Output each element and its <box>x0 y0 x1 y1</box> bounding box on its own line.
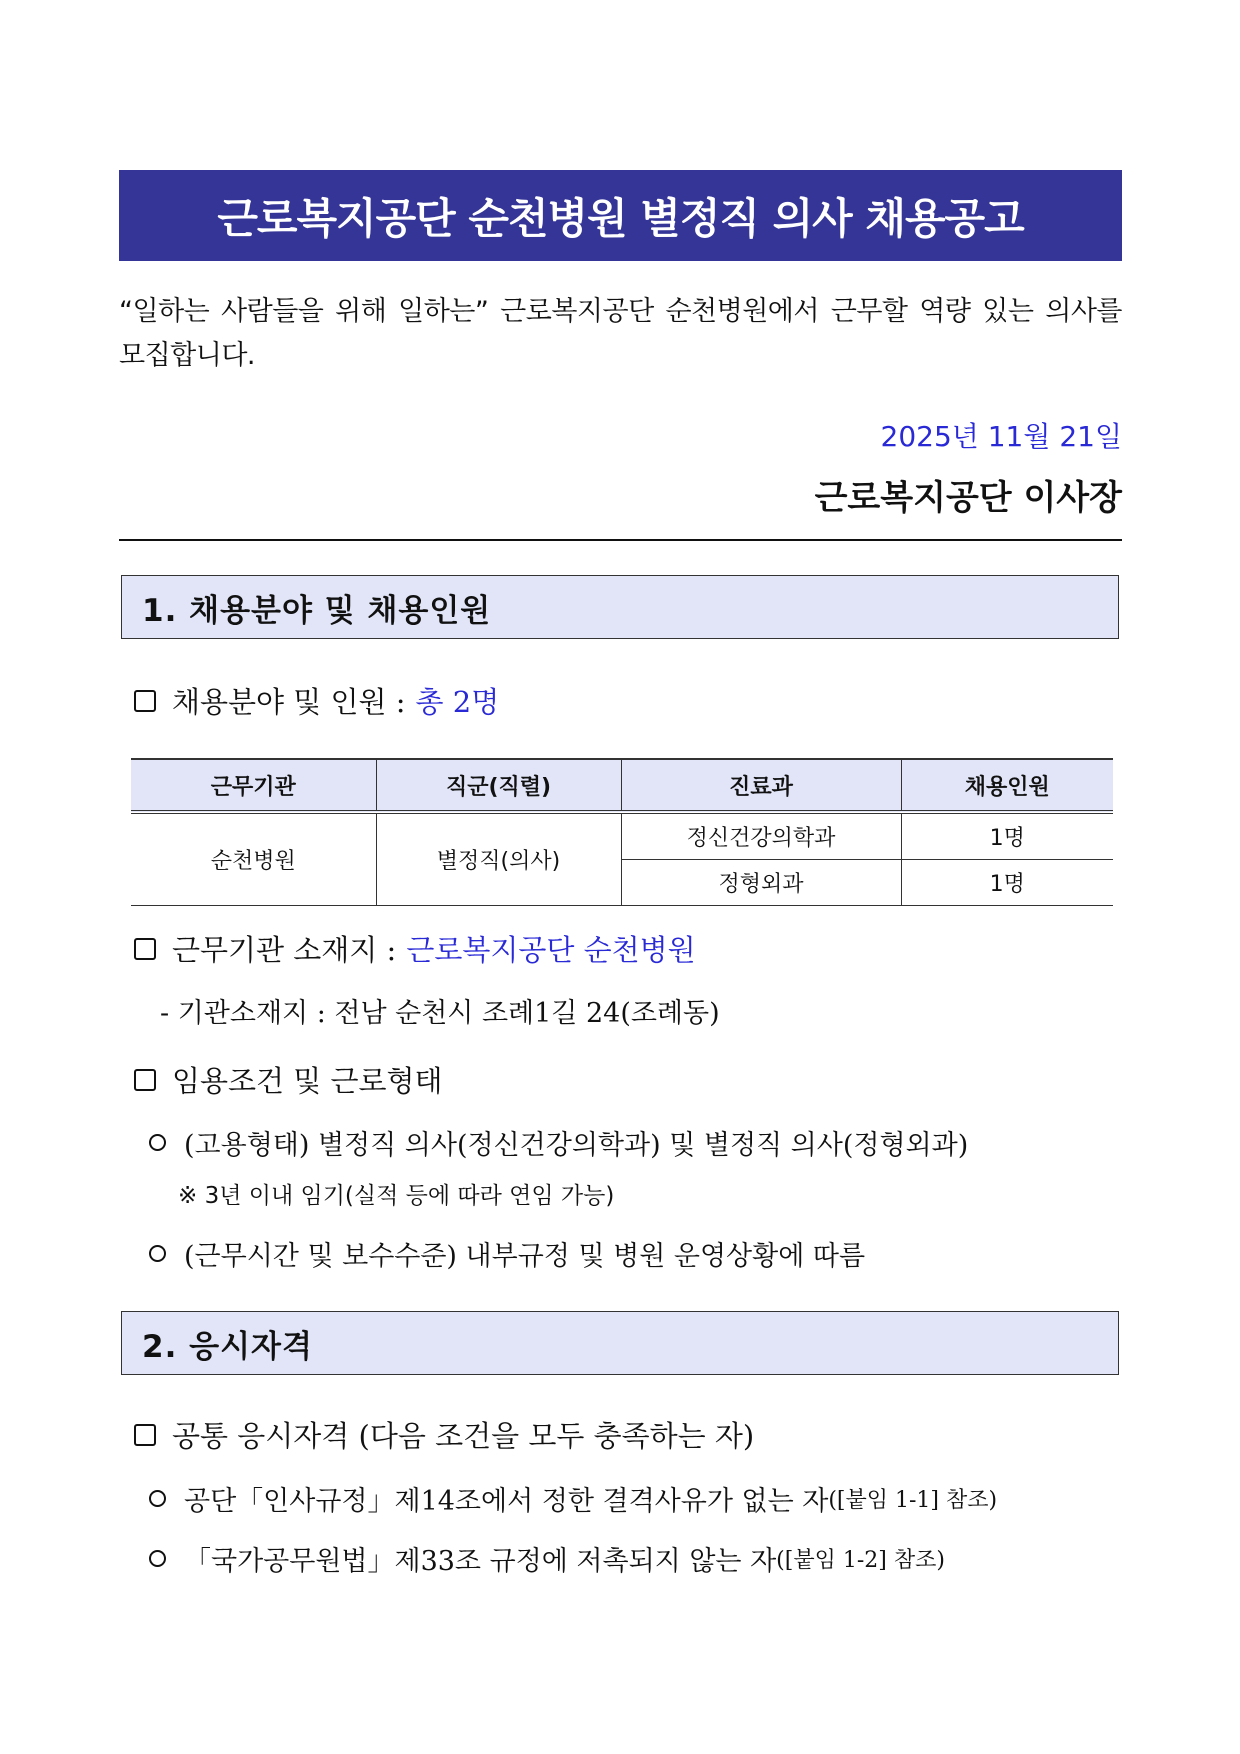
count-cell: 1명 <box>901 860 1113 906</box>
table-header: 진료과 <box>621 759 901 812</box>
divider <box>119 539 1122 541</box>
conditions-heading-line <box>134 1059 443 1100</box>
circle-bullet-icon <box>149 1245 166 1262</box>
recruitment-table <box>131 758 1113 906</box>
checkbox-square-icon <box>134 1069 156 1091</box>
employment-type-text: (고용형태) 별정직 의사(정신건강의학과) 및 별정직 의사(정형외과) <box>184 1130 969 1161</box>
circle-bullet-icon <box>149 1490 166 1507</box>
term-note: ※ 3년 이내 임기(실적 등에 따라 연임 가능) <box>178 1183 615 1209</box>
field-label: 채용분야 및 인원 : <box>172 685 406 719</box>
intro-text: “일하는 사람들을 위해 일하는” 근로복지공단 순천병원에서 근무할 역량 있는 의사를 모집합니다. <box>119 296 1122 371</box>
location-value: 근로복지공단 순천병원 <box>406 933 696 967</box>
issuer: 근로복지공단 이사장 <box>814 478 1122 518</box>
announcement-date: 2025년 11월 21일 <box>880 420 1122 453</box>
qualification-item <box>149 1539 945 1578</box>
recruitment-field-line <box>134 680 499 721</box>
circle-bullet-icon <box>149 1134 166 1151</box>
circle-bullet-icon <box>149 1550 166 1567</box>
department-cell: 정신건강의학과 <box>621 812 901 860</box>
checkbox-square-icon <box>134 690 156 712</box>
table-header: 채용인원 <box>901 759 1113 812</box>
qualification-item <box>149 1479 997 1518</box>
address-line: - 기관소재지 : 전남 순천시 조례1길 24(조례동) <box>160 998 720 1029</box>
employment-type-line <box>149 1123 968 1162</box>
qualification-ref: ([붙임 1-1] 참조) <box>828 1488 998 1513</box>
common-qualification-heading: 공통 응시자격 (다음 조건을 모두 충족하는 자) <box>172 1419 755 1453</box>
page-title: 근로복지공단 순천병원 별정직 의사 채용공고 <box>119 170 1122 261</box>
work-hours-line <box>149 1234 865 1273</box>
qualification-text: 「국가공무원법」제33조 규정에 저촉되지 않는 자 <box>184 1546 777 1577</box>
location-label: 근무기관 소재지 : <box>172 933 397 967</box>
checkbox-square-icon <box>134 1424 156 1446</box>
checkbox-square-icon <box>134 938 156 960</box>
common-qualification-line <box>134 1414 754 1455</box>
department-cell: 정형외과 <box>621 860 901 906</box>
qualification-text: 공단「인사규정」제14조에서 정한 결격사유가 없는 자 <box>184 1486 829 1517</box>
institution-cell: 순천병원 <box>131 812 376 906</box>
work-hours-text: (근무시간 및 보수수준) 내부규정 및 병원 운영상황에 따름 <box>184 1241 866 1272</box>
job-group-cell: 별정직(의사) <box>376 812 621 906</box>
table-header: 직군(직렬) <box>376 759 621 812</box>
location-line <box>134 928 696 969</box>
section-1-heading: 1. 채용분야 및 채용인원 <box>121 575 1119 639</box>
conditions-heading: 임용조건 및 근로형태 <box>172 1064 443 1098</box>
section-2-heading: 2. 응시자격 <box>121 1311 1119 1375</box>
table-header: 근무기관 <box>131 759 376 812</box>
qualification-ref: ([붙임 1-2] 참조) <box>776 1548 945 1573</box>
count-cell: 1명 <box>901 812 1113 860</box>
table-row <box>131 812 1113 860</box>
field-value: 총 2명 <box>415 685 500 719</box>
